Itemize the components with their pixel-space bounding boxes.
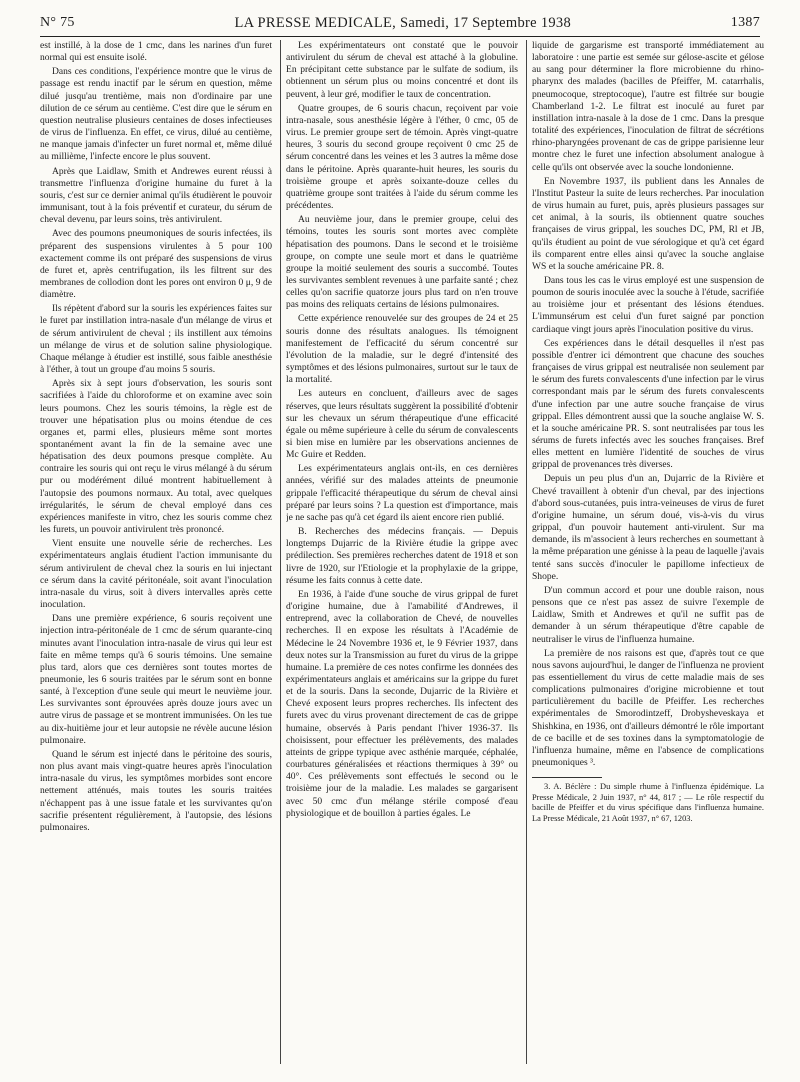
paragraph: Depuis un peu plus d'un an, Dujarric de la Rivière et Chevé travaillent à obtenir d'un cheval, par des injections d'abord sous-cutanées, puis intra-veineuses de virus de furet d'origine humaine, un sérum doué, vis-à-vis du virus grippal, d'un pouvoir hautement anti-virulent. Sur ma demande, ils m'associent à leurs recherches en soumettant à la même préparation une génisse à la peau de laquelle j'avais tenté sans succès d'inoculer le papillome infectieux de Shope. bbox=[532, 473, 764, 582]
journal-title: LA PRESSE MEDICALE, Samedi, 17 Septembre 1938 bbox=[234, 14, 572, 31]
issue-number: N° 75 bbox=[40, 15, 75, 30]
column-2 bbox=[286, 40, 518, 1064]
column-divider bbox=[526, 40, 527, 1064]
paragraph: liquide de gargarisme est transporté immédiatement au laboratoire : une partie est semée sur gélose-ascite et gélose au sang pour déterminer la flore microbienne du rhino-pharynx des malades (bacilles de Pfeiffer, M. catarrhalis, pneumocoque, streptocoque), l'autre est filtrée sur bougie Chamberland 1-2. Le filtrat est inoculé au furet par instillation intra-nasale à la dose de 1 cmc. Dans la presque totalité des expériences, l'inoculation de filtrat de sécrétions rhino-pharyngées provenant de cas de grippe parisienne leur montre chez le furet une infection absolument analogue à celle qu'ils ont observée avec la souche londonienne. bbox=[532, 40, 764, 173]
paragraph: est instillé, à la dose de 1 cmc, dans les narines d'un furet normal qui est ensuite isolé. bbox=[40, 40, 272, 64]
paragraph: Ces expériences dans le détail desquelles il n'est pas possible d'entrer ici démontrent que chacune des souches françaises de virus grippal est neutralisée non seulement par le sérum des furets convalescents d'une infection par le virus correspondant mais par le sérum des furets convalescents d'une infection par une autre souche française de virus grippal. Elles démontrent aussi que la souche anglaise W. S. et la souche américaine PR. S. sont neutralisées par tous les sérums de furets infectés avec les souches françaises. Bref elles mettent en lumière l'identité de souches de virus grippal de provenances très diverses. bbox=[532, 337, 764, 471]
paragraph: En Novembre 1937, ils publient dans les Annales de l'Institut Pasteur la suite de leurs recherches. Par inoculation de virus humain au furet, puis, après plusieurs passages sur cet animal, à la souris, ils obtiennent quatre souches françaises de virus grippal, les souches DC, PM, Rl et JB, qu'ils étudient au point de vue sérologique et qu'à cet égard ils comparent entre elles ainsi qu'avec la souche anglaise WS et la souche américaine PR. 8. bbox=[532, 175, 764, 272]
paragraph: Les auteurs en concluent, d'ailleurs avec de sages réserves, que leurs résultats suggèrent la possibilité d'obtenir sur les chevaux un sérum thérapeutique d'une efficacité égale ou même supérieure à celle du sérum de convalescents si bien mise en lumière par les observations anciennes de Mc Guire et Redden. bbox=[286, 388, 518, 461]
paragraph: Quand le sérum est injecté dans le péritoine des souris, non plus avant mais vingt-quatre heures après l'inoculation intra-nasale du virus, les symptômes morbides sont encore nettement atténués, mais toutes les souris traitées n'échappent pas à une issue fatale et les survivantes qu'on sacrifie présentent régulièrement, à l'autopsie, des lésions pulmonaires. bbox=[40, 748, 272, 833]
paragraph: Au neuvième jour, dans le premier groupe, celui des témoins, toutes les souris sont mortes avec complète hépatisation des poumons. Dans le second et le troisième groupe, on compte une seule mort et dans le quatrième groupe la moitié seulement des souris a succombé. Toutes les survivantes semblent revenues à une parfaite santé ; chez celles qu'on sacrifie quatorze jours plus tard on n'en trouve pas moins des reliquats certains de lésions pulmonaires. bbox=[286, 214, 518, 311]
paragraph: Ils répètent d'abord sur la souris les expériences faites sur le furet par instillation intra-nasale d'un mélange de virus et de sérum antivirulent de cheval ; ils instillent aux témoins un mélange de virus et de solution saline physiologique. Chaque mélange à étudier est instillé, sous faible anesthésie à l'éther, à tout un groupe d'au moins 5 souris. bbox=[40, 303, 272, 376]
paragraph: B. Recherches des médecins français. — Depuis longtemps Dujarric de la Rivière étudie la grippe avec prédilection. Ses premières recherches datent de 1918 et son livre de 1920, sur l'Etiologie et la prophylaxie de la grippe, résume les faits connus à cette date. bbox=[286, 526, 518, 586]
paragraph: Avec des poumons pneumoniques de souris infectées, ils préparent des suspensions virulentes à 5 pour 100 exactement comme ils ont préparé des suspensions de virus de furet et, après centrifugation, ils les filtrent sur des membranes de collodion dont les pores ont environ 0 μ, 9 de diamètre. bbox=[40, 228, 272, 301]
page-number: 1387 bbox=[730, 15, 760, 30]
column-1 bbox=[40, 40, 272, 1064]
paragraph: En 1936, à l'aide d'une souche de virus grippal de furet d'origine humaine, due à l'amabilité d'Andrewes, il entreprend, avec la collaboration de Chevé, de nouvelles recherches. Il en expose les résultats à l'Académie de Médecine le 24 Novembre 1936 et, le 9 Février 1937, dans deux notes sur la Transmission au furet du virus de la grippe humaine. La première de ces notes confirme les données des expérimentateurs anglais et américains sur la grippe du furet et de la souris. Dans la seconde, Dujarric de la Rivière et Chevé exposent leurs propres recherches. Ils infectent des furets avec du virus provenant directement de cas de grippe humaine, observés à Paris pendant l'hiver 1936-37. Ils choisissent, pour effectuer les prélèvements, des malades atteints de grippe typique avec asthénie marquée, céphalée, courbatures généralisées et réactions thermiques à 39° ou 40°. Ces prélèvements sont effectués le second ou le troisième jour de la maladie. Les malades se gargarisent avec 50 cmc d'un mélange stérile composé d'eau physiologique et de bouillon à parties égales. Le bbox=[286, 588, 518, 819]
paragraph: D'un commun accord et pour une double raison, nous pensons que ce n'est pas assez de suivre l'exemple de Laidlaw, Smith et Andrewes et qu'il ne suffit pas de demander à un sérum thérapeutique d'être capable de neutraliser le virus de l'influenza humaine. bbox=[532, 584, 764, 645]
header-rule bbox=[40, 36, 760, 37]
paragraph: La première de nos raisons est que, d'après tout ce que nous savons aujourd'hui, le danger de l'influenza ne provient pas essentiellement du virus de cette maladie mais de ses complications pulmonaires d'origine microbienne et tout particulièrement du bacille de Pfeiffer. Les recherches expérimentales de Smorodintzeff, Drobysheveskaya et Shishkina, en 1936, ont d'ailleurs démontré le rôle important de ce bacille et de ses toxines dans la symptomatologie de l'influenza humaine, même en l'absence de complications pneumoniques ³. bbox=[532, 647, 764, 769]
paragraph: Vient ensuite une nouvelle série de recherches. Les expérimentateurs anglais étudient l'action immunisante du sérum antivirulent de cheval chez la souris en lui injectant ce sérum dans la cavité péritonéale, soit avant l'inoculation intra-nasale du virus, soit à divers intervalles après cette inoculation. bbox=[40, 538, 272, 611]
paragraph: Dans tous les cas le virus employé est une suspension de poumon de souris inoculée avec la souche à l'étude, sacrifiée au troisième jour et présentant des lésions étendues. L'immunsérum est celui d'un furet saigné par ponction cardiaque vingt jours après l'inoculation positive du virus. bbox=[532, 274, 764, 335]
paragraph: Après six à sept jours d'observation, les souris sont sacrifiées à l'aide du chloroforme et on examine avec soin leurs poumons. Chez les souris témoins, la règle est de trouver une hépatisation plus ou moins étendue de ces organes et, parmi elles, plusieurs même sont mortes spontanément avant la fin de la semaine avec une hépatisation des deux poumons presque complète. Au contraire les souris qui ont reçu le virus mélangé à du sérum pur ou modérément dilué montrent habituellement à l'autopsie des poumons normaux. Au total, avec quelques irrégularités, le sérum de cheval employé dans ces expériences manifeste in vitro, chez les souris comme chez les furets, un pouvoir antivirulent très prononcé. bbox=[40, 378, 272, 536]
paragraph: Après que Laidlaw, Smith et Andrewes eurent réussi à transmettre l'influenza d'origine humaine du furet à la souris, c'est sur ce dernier animal qu'ils étudièrent le pouvoir immunisant, tout à la fois préventif et curateur, du sérum de cheval devenu, par leurs soins, très antivirulent. bbox=[40, 165, 272, 226]
paragraph: Dans une première expérience, 6 souris reçoivent une injection intra-péritonéale de 1 cmc de sérum quarante-cinq minutes avant l'inoculation intra-nasale de virus qui leur est faite en même temps qu'à 6 souris témoins. Une semaine plus tard, alors que ces dernières sont toutes mortes de pneumonie, les 6 souris traitées par le sérum sont en bonne santé, à l'exception d'une seule qui meurt le neuvième jour. Les survivantes sont éprouvées après douze jours avec un autre virus de passage et se montrent immunisées. On les tue au dix-huitième jour et leur autopsie ne révèle aucune lésion pulmonaire. bbox=[40, 613, 272, 746]
column-divider bbox=[280, 40, 281, 1064]
paragraph: Les expérimentateurs ont constaté que le pouvoir antivirulent du sérum de cheval est attaché à la globuline. En précipitant cette substance par le sulfate de sodium, ils obtiennent un sérum plus ou moins concentré et dont ils peuvent, à leur gré, modifier le taux de concentration. bbox=[286, 40, 518, 100]
footnote-rule bbox=[532, 777, 602, 778]
paragraph: Les expérimentateurs anglais ont-ils, en ces dernières années, vérifié sur des malades atteints de pneumonie grippale l'efficacité thérapeutique du sérum de cheval ainsi préparé par leurs soins ? La question est d'importance, mais je ne sache pas qu'à cet égard ils aient encore rien publié. bbox=[286, 463, 518, 523]
column-3 bbox=[532, 40, 764, 1064]
column-3-body bbox=[532, 40, 764, 769]
paragraph: Cette expérience renouvelée sur des groupes de 24 et 25 souris donne des résultats analogues. Ils témoignent manifestement de l'efficacité du sérum concentré sur l'évolution de la maladie, sur le degré d'intensité des symptômes et des lésions pulmonaires, surtout sur le taux de la mortalité. bbox=[286, 313, 518, 386]
page-header bbox=[40, 12, 760, 34]
paragraph: Quatre groupes, de 6 souris chacun, reçoivent par voie intra-nasale, sous anesthésie légère à l'éther, 0 cmc, 05 de virus. Le premier groupe sert de témoin. Après vingt-quatre heures, 3 souris du second groupe reçoivent 0 cmc 25 de sérum concentré dans les veines et les 3 autres la même dose dans le péritoine. Après quarante-huit heures, les souris du troisième groupe et après soixante-douze celles du quatrième groupe sont traitées à l'aide du sérum comme les précédentes. bbox=[286, 102, 518, 212]
footnote: 3. A. Béclère : Du simple rhume à l'influenza épidémique. La Presse Médicale, 2 Juin 1937, n° 44, 817 ; — Le rôle respectif du bacille de Pfeiffer et du virus spécifique dans l'influenza humaine. La Presse Médicale, 21 Août 1937, n° 67, 1203. bbox=[532, 782, 764, 823]
paragraph: Dans ces conditions, l'expérience montre que le virus de passage est rendu inactif par le sérum en question, même dilué jusqu'au trentième, mais non d'ordinaire par une dilution de ce sérum au centième. C'est dire que le sérum en question neutralise plusieurs centaines de doses infectieuses de virus de l'influenza. En effet, ce virus, dilué au centième, ne manque jamais d'infecter un furet normal et, même dilué au millième, l'infecte encore le plus souvent. bbox=[40, 66, 272, 163]
